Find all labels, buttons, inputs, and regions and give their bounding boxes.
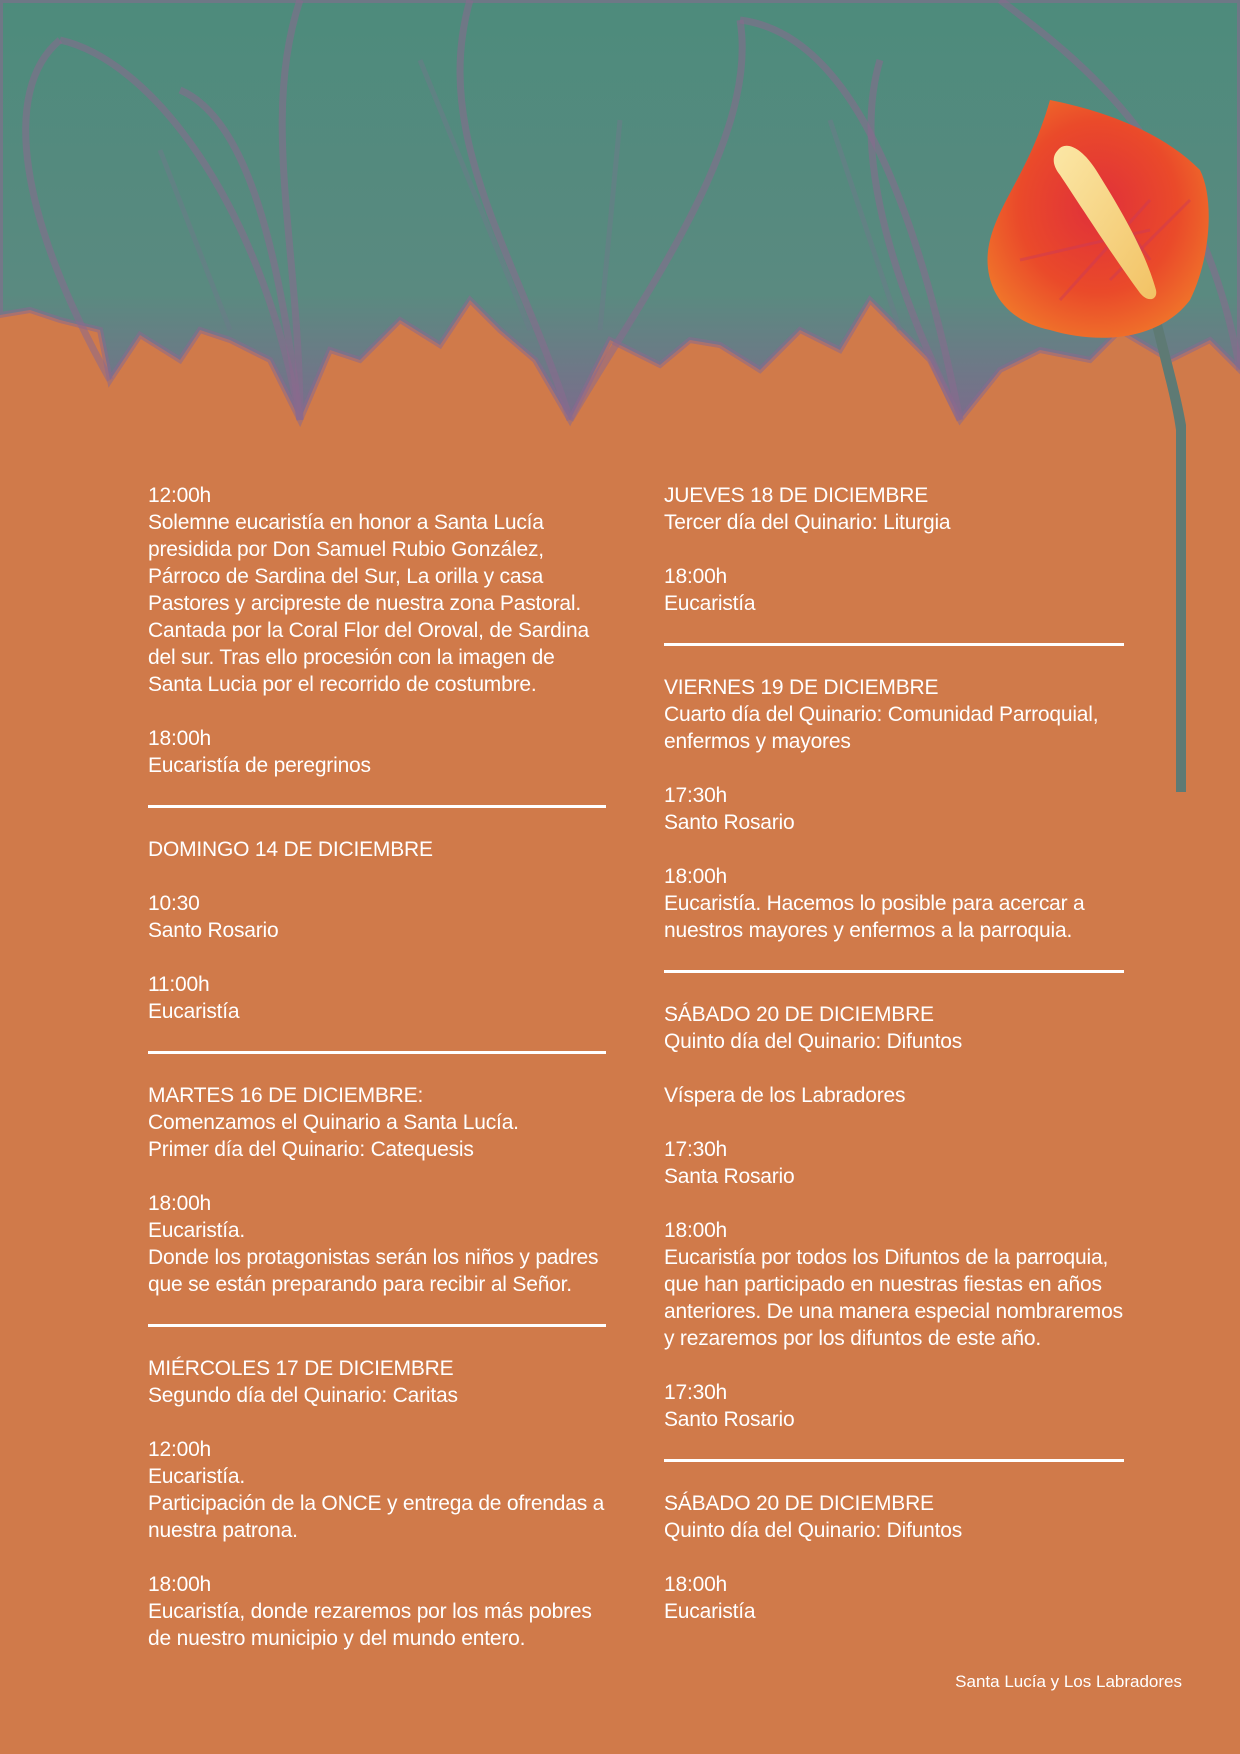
day-subtitle: Tercer día del Quinario: Liturgia <box>664 511 951 534</box>
schedule-right-column <box>664 482 1124 1625</box>
section-divider <box>664 970 1124 973</box>
day-subtitle: Quinto día del Quinario: Difuntos <box>664 1030 963 1053</box>
event-description: Donde los protagonistas serán los niños y padres que se están preparando para recibir al Señor. <box>148 1246 599 1296</box>
day-title: SÁBADO 20 DE DICIEMBRE <box>664 1003 934 1026</box>
event-time: 10:30 <box>148 892 200 915</box>
day-title: MARTES 16 DE DICIEMBRE: <box>148 1084 424 1107</box>
section-martes-16 <box>148 1082 606 1298</box>
event-time: 18:00h <box>664 865 728 888</box>
event-description: Eucaristía. Hacemos lo posible para acercar a nuestros mayores y enfermos a la parroquia. <box>664 892 1085 942</box>
event-description: Solemne eucaristía en honor a Santa Lucía presidida por Don Samuel Rubio González, Párroco de Sardina del Sur, La orilla y casa Pastores y arcipreste de nuestra zona Pastoral. Cantada por la Coral Flor del Oroval, de Sardina del sur. Tras ello procesión con la imagen de Santa Lucia por el recorrido de costumbre. <box>148 511 589 696</box>
day-subtitle: Segundo día del Quinario: Caritas <box>148 1384 458 1407</box>
event-time: 18:00h <box>664 1573 728 1596</box>
event-time: 12:00h <box>148 484 212 507</box>
section-divider <box>664 643 1124 646</box>
section-saturday-13 <box>148 482 606 779</box>
event-description: Santo Rosario <box>148 919 279 942</box>
section-sabado-20-b <box>664 1490 1124 1625</box>
section-miercoles-17 <box>148 1355 606 1652</box>
event-description: Santa Rosario <box>664 1165 795 1188</box>
section-divider <box>148 1051 606 1054</box>
day-title: DOMINGO 14 DE DICIEMBRE <box>148 838 433 861</box>
section-jueves-18 <box>664 482 1124 617</box>
section-viernes-19 <box>664 674 1124 944</box>
event-description: Eucaristía por todos los Difuntos de la parroquia, que han participado en nuestras fiestas en años anteriores. De una manera especial nombraremos y rezaremos por los difuntos de este año. <box>664 1246 1123 1350</box>
day-subtitle: Primer día del Quinario: Catequesis <box>148 1138 474 1161</box>
event-description: Santo Rosario <box>664 811 795 834</box>
event-time: 18:00h <box>664 1219 728 1242</box>
event-time: 11:00h <box>148 973 210 996</box>
section-sabado-20-a <box>664 1001 1124 1433</box>
event-description: Eucaristía. <box>148 1465 246 1488</box>
section-divider <box>148 1324 606 1327</box>
day-subtitle: Cuarto día del Quinario: Comunidad Parroquial, enfermos y mayores <box>664 703 1099 753</box>
event-description: Eucaristía, donde rezaremos por los más pobres de nuestro municipio y del mundo entero. <box>148 1600 592 1650</box>
day-title: JUEVES 18 DE DICIEMBRE <box>664 484 929 507</box>
day-title: MIÉRCOLES 17 DE DICIEMBRE <box>148 1357 454 1380</box>
event-description: Santo Rosario <box>664 1408 795 1431</box>
schedule-left-column <box>148 482 606 1652</box>
event-description: Participación de la ONCE y entrega de ofrendas a nuestra patrona. <box>148 1492 605 1542</box>
section-divider <box>664 1459 1124 1462</box>
event-time: 12:00h <box>148 1438 212 1461</box>
day-subtitle: Víspera de los Labradores <box>664 1084 906 1107</box>
event-description: Eucaristía <box>664 1600 756 1623</box>
event-time: 17:30h <box>664 1381 728 1404</box>
day-title: SÁBADO 20 DE DICIEMBRE <box>664 1492 934 1515</box>
event-time: 18:00h <box>664 565 728 588</box>
day-subtitle: Comenzamos el Quinario a Santa Lucía. <box>148 1111 519 1134</box>
day-title: VIERNES 19 DE DICIEMBRE <box>664 676 939 699</box>
event-time: 18:00h <box>148 1192 212 1215</box>
section-domingo-14 <box>148 836 606 1025</box>
event-description: Eucaristía de peregrinos <box>148 754 371 777</box>
day-subtitle: Quinto día del Quinario: Difuntos <box>664 1519 963 1542</box>
event-time: 17:30h <box>664 784 728 807</box>
event-description: Eucaristía. <box>148 1219 246 1242</box>
event-time: 18:00h <box>148 727 212 750</box>
section-divider <box>148 805 606 808</box>
event-time: 18:00h <box>148 1573 212 1596</box>
event-description: Eucaristía <box>664 592 756 615</box>
event-time: 17:30h <box>664 1138 728 1161</box>
event-description: Eucaristía <box>148 1000 240 1023</box>
footer-credit: Santa Lucía y Los Labradores <box>955 1672 1182 1691</box>
